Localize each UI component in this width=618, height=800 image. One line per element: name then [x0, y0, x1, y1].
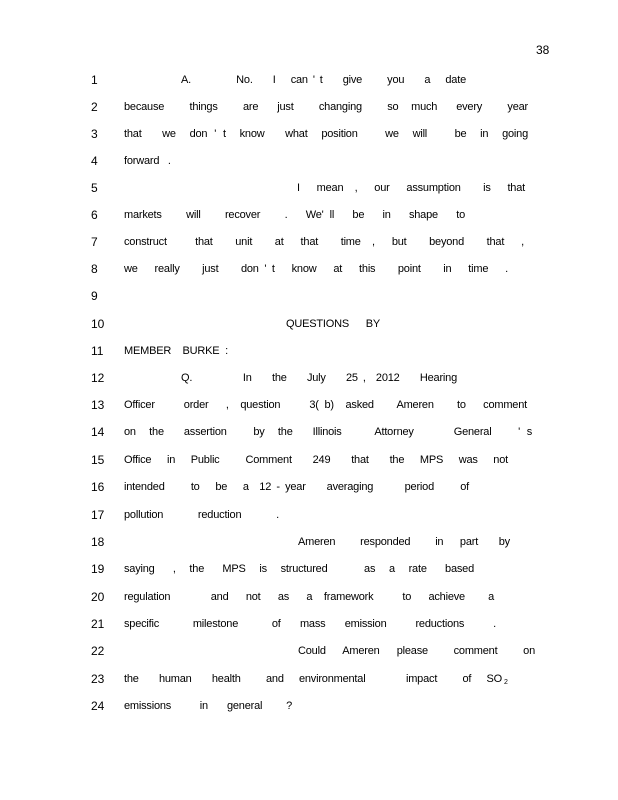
line-number: 12 [91, 371, 105, 385]
line-number: 18 [91, 535, 105, 549]
transcript-line [0, 154, 618, 170]
line-text: A. No. I can ' t give you a date [181, 74, 466, 86]
line-text: Q. In the July 25 , 2012 Hearing [181, 372, 457, 384]
line-number: 15 [91, 453, 105, 467]
line-number: 7 [91, 235, 98, 249]
line-text: we really just don ' t know at this point in time . [124, 263, 508, 275]
line-text: I mean , our assumption is that [297, 182, 525, 194]
line-text: specific milestone of mass emission reductions . [124, 618, 496, 630]
line-text: on the assertion by the Illinois Attorney General ' s [124, 426, 532, 438]
line-text: markets will recover . We' ll be in shape to [124, 209, 465, 221]
line-number: 11 [91, 344, 104, 358]
line-number: 14 [91, 425, 105, 439]
transcript-line [0, 562, 618, 578]
transcript-line [0, 73, 618, 89]
line-text: because things are just changing so much every year [124, 101, 528, 113]
line-number: 24 [91, 699, 105, 713]
line-number: 1 [91, 73, 98, 87]
line-number: 2 [91, 100, 98, 114]
transcript-line [0, 344, 618, 360]
line-text: the human health and environmental impact of SO [124, 673, 502, 685]
transcript-line [0, 371, 618, 387]
line-number: 3 [91, 127, 98, 141]
subscript-2: 2 [504, 679, 508, 686]
line-text: QUESTIONS BY [286, 318, 380, 330]
line-text: that we don ' t know what position we will be in going [124, 128, 528, 140]
transcript-line [0, 100, 618, 116]
transcript-line [0, 262, 618, 278]
transcript-line [0, 644, 618, 660]
line-number: 16 [91, 480, 105, 494]
transcript-line [0, 235, 618, 251]
line-number: 23 [91, 672, 105, 686]
transcript-line [0, 699, 618, 715]
line-number: 8 [91, 262, 98, 276]
transcript-line [0, 317, 618, 333]
transcript-line [0, 672, 618, 688]
line-text: Could Ameren please comment on [298, 645, 535, 657]
transcript-line [0, 181, 618, 197]
line-number: 22 [91, 644, 105, 658]
line-number: 19 [91, 562, 105, 576]
transcript-line [0, 535, 618, 551]
line-number: 9 [91, 289, 98, 303]
line-number: 6 [91, 208, 98, 222]
line-text: Ameren responded in part by [298, 536, 510, 548]
page-number: 38 [536, 43, 550, 57]
line-text: pollution reduction . [124, 509, 279, 521]
transcript-line [0, 480, 618, 496]
transcript-line [0, 289, 618, 305]
transcript-line [0, 127, 618, 143]
transcript-line [0, 617, 618, 633]
line-number: 21 [91, 617, 105, 631]
transcript-line [0, 590, 618, 606]
transcript-line [0, 453, 618, 469]
line-number: 5 [91, 181, 98, 195]
line-text: construct that unit at that time , but beyond that , [124, 236, 524, 248]
line-text: Office in Public Comment 249 that the MPS was not [124, 454, 508, 466]
line-text: Officer order , question 3( b) asked Ameren to comment [124, 399, 527, 411]
line-text: saying , the MPS is structured as a rate based [124, 563, 474, 575]
line-number: 10 [91, 317, 105, 331]
transcript-line [0, 508, 618, 524]
line-number: 20 [91, 590, 105, 604]
line-text: intended to be a 12 - year averaging period of [124, 481, 469, 493]
line-text: emissions in general ? [124, 700, 292, 712]
transcript-line [0, 398, 618, 414]
transcript-line [0, 208, 618, 224]
line-text: forward . [124, 155, 171, 167]
line-text: regulation and not as a framework to achieve a [124, 591, 494, 603]
line-text: MEMBER BURKE : [124, 345, 228, 357]
line-number: 4 [91, 154, 98, 168]
line-number: 17 [91, 508, 105, 522]
line-number: 13 [91, 398, 105, 412]
transcript-line [0, 425, 618, 441]
